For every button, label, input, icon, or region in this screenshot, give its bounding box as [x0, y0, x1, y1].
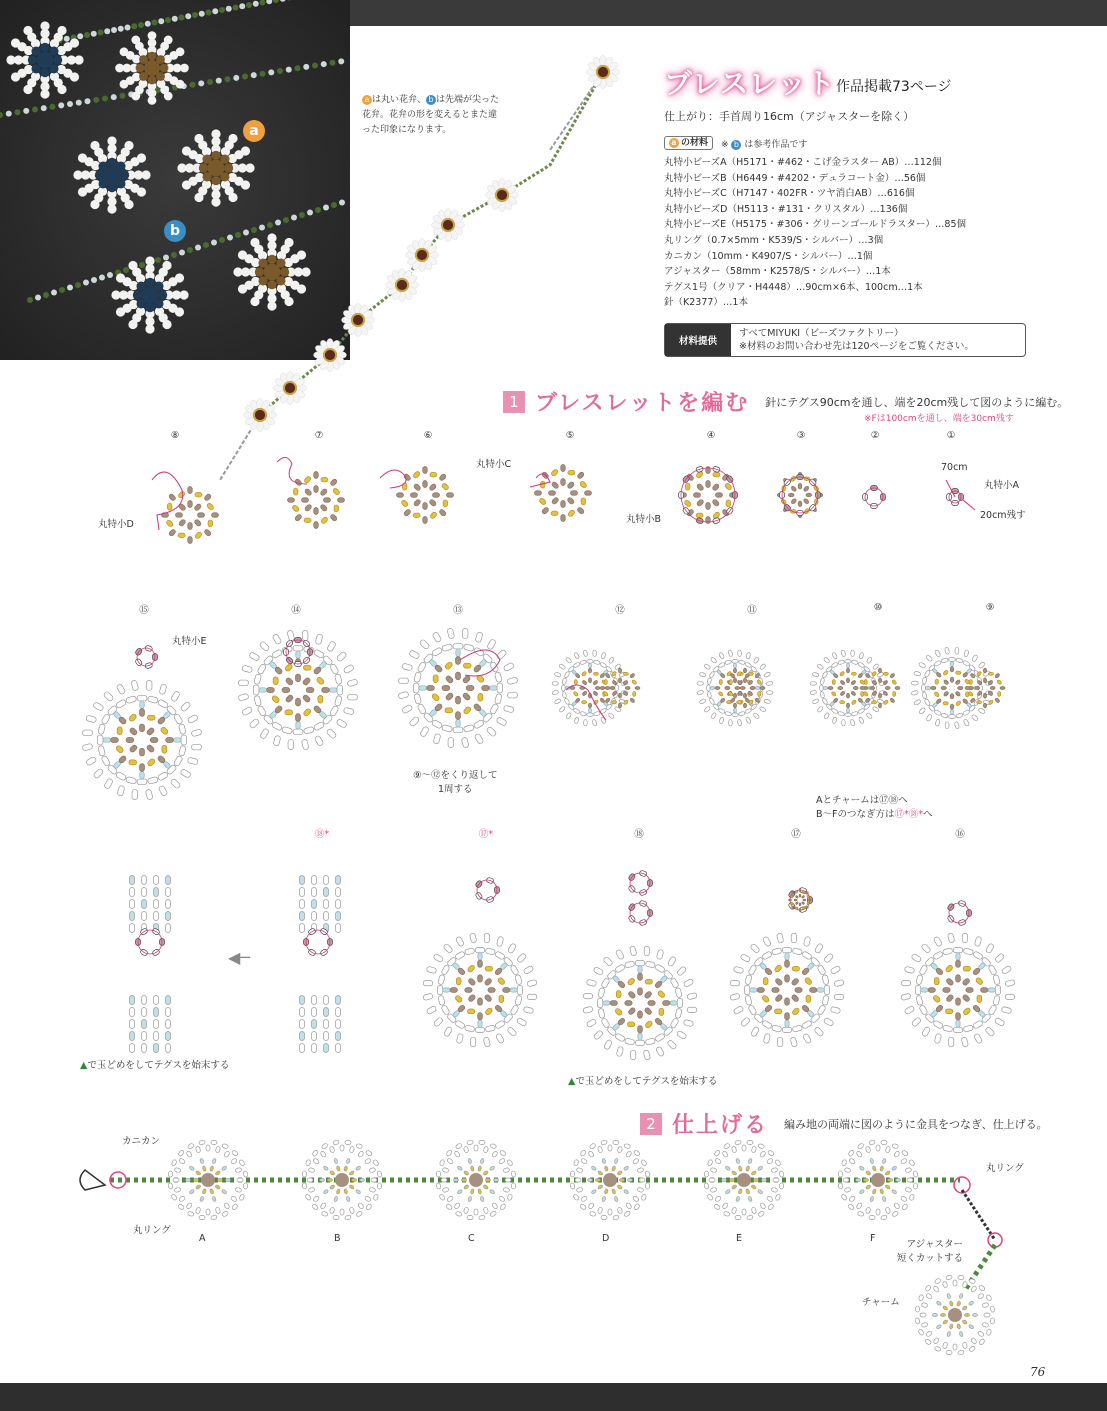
bead-ring — [238, 630, 358, 750]
bead-core — [111, 709, 174, 772]
page-subtitle: 作品掲載73ページ — [836, 79, 952, 95]
step-number: ② — [870, 430, 880, 441]
bead-loop — [135, 645, 158, 669]
triangle-icon: ▲ — [80, 1060, 88, 1071]
circle-a-icon: a — [669, 138, 679, 148]
section2-number: 2 — [640, 1113, 662, 1135]
bead-ring — [423, 933, 538, 1048]
step-number: ⑦ — [314, 430, 324, 441]
materials-note: ※ b は参考作品です — [721, 139, 808, 150]
step-number: ⑱ — [634, 829, 644, 840]
provider-text: すべてMIYUKI（ビーズファクトリー） ※材料のお問い合わせ先は120ページをご覧ください。 — [739, 328, 974, 352]
label-adjuster: アジャスター 短くカットする — [896, 1239, 963, 1264]
step-number: ⑭ — [291, 605, 301, 616]
label-bead-d: 丸特小D — [98, 519, 134, 530]
step-number: ⑤ — [565, 430, 575, 441]
clasp-icon — [80, 1170, 105, 1190]
strip-segment — [130, 996, 171, 1053]
bead-core — [450, 960, 510, 1020]
flower-label: B — [334, 1233, 341, 1244]
label-tamadome-left: ▲で玉どめをしてテグスを始末する — [80, 1060, 230, 1071]
bead-loop — [947, 900, 972, 926]
step-number: ① — [946, 430, 956, 441]
section1-note: ※Fは100cmを通し、端を30cm残す — [864, 414, 1014, 424]
step-number: ⑩ — [873, 602, 883, 613]
flower-label: E — [736, 1233, 743, 1244]
step-number: ⑥ — [423, 430, 433, 441]
flower-label: C — [468, 1233, 475, 1244]
thread-path — [277, 457, 307, 484]
section1-number: 1 — [503, 391, 525, 413]
circle-a-icon: a — [362, 95, 372, 105]
material-item: テグス1号（クリア・H4448）…90cm×6本、100cm…1本 — [664, 281, 923, 293]
circle-b-icon: b — [731, 140, 741, 150]
bead-core — [427, 657, 490, 720]
badge-a: a — [243, 120, 265, 142]
bead-core — [288, 472, 345, 529]
strip-segment — [130, 876, 171, 933]
bead-loop — [628, 900, 653, 926]
badge-b: b — [164, 220, 186, 242]
finished-flower — [168, 1140, 249, 1221]
material-item: 針（K2377）…1本 — [664, 297, 748, 309]
bead-ring — [583, 946, 698, 1061]
strip-segment — [300, 996, 341, 1053]
step-number: ⑮ — [139, 605, 149, 616]
section2-heading — [640, 1108, 1048, 1139]
flower-label: D — [602, 1233, 610, 1244]
bead-core — [397, 467, 454, 524]
bead-core — [928, 960, 988, 1020]
bead-ring — [82, 680, 202, 800]
section2-desc: 編み地の両端に図のように金具をつなぎ、仕上げる。 — [784, 1117, 1048, 1131]
material-item: 丸特小ビーズC（H7147・402FR・ツヤ消白AB）…616個 — [664, 188, 915, 200]
bead-core — [757, 960, 817, 1020]
circle-b-icon: b — [426, 95, 436, 105]
bead-core — [267, 659, 330, 722]
label-charm-note: Aとチャームは⑰⑱へ B～Fのつなぎ方は⑰*⑱*へ — [816, 795, 933, 820]
label-70cm: 70cm — [941, 462, 968, 473]
bottom-bar — [0, 1383, 1107, 1411]
material-item: カニカン（10mm・K4907/S・シルバー）…1個 — [664, 250, 873, 262]
bead-loop — [863, 486, 886, 509]
step-number: ⑯ — [955, 829, 965, 840]
finish-size: 仕上がり：手首周り16cm（アジャスターを除く） — [664, 110, 915, 123]
material-item: 丸リング（0.7×5mm・K539/S・シルバー）…3個 — [664, 234, 884, 246]
bead-core — [535, 465, 592, 522]
section1-title: ブレスレットを編む — [535, 391, 750, 416]
step-number: ④ — [706, 430, 716, 441]
material-item: 丸特小ビーズA（H5171・#462・こげ金ラスター AB）…112個 — [664, 157, 942, 168]
finished-flower — [704, 1140, 785, 1221]
step-number: ⑫ — [615, 605, 625, 616]
section2-title: 仕上げる — [672, 1113, 769, 1138]
bead-ring — [730, 933, 845, 1048]
bead-ring — [552, 650, 628, 726]
material-item: 丸特小ビーズB（H6449・#4202・デュラコート金）…56個 — [664, 172, 926, 184]
step-number: ⑰ — [791, 829, 801, 840]
flower-label: F — [870, 1233, 876, 1244]
label-charm: チャーム — [862, 1297, 900, 1308]
triangle-icon: ▲ — [568, 1076, 576, 1087]
step-number: ⑰* — [478, 829, 494, 840]
label-repeat: ⑨～⑫をくり返して 1周する — [413, 770, 498, 795]
step-number: ⑪ — [747, 605, 757, 616]
label-tamadome-right: ▲で玉どめをしてテグスを始末する — [568, 1076, 718, 1087]
step-number: ⑨ — [985, 602, 995, 613]
step-number: ③ — [796, 430, 806, 441]
label-bead-e: 丸特小E — [172, 636, 207, 647]
bead-ring — [911, 647, 993, 729]
arrow-left-icon: ◀─ — [228, 948, 250, 967]
bead-loop — [475, 877, 500, 903]
step-number: ⑱* — [314, 829, 330, 840]
materials-label: a の材料 — [664, 136, 713, 150]
finished-flower — [915, 1275, 996, 1356]
label-leave-20cm: 20cm残す — [980, 510, 1026, 521]
bead-loop — [628, 870, 653, 896]
bead-loop — [780, 475, 821, 516]
bead-core — [610, 973, 670, 1033]
bead-loop — [136, 928, 165, 957]
bead-core — [162, 487, 219, 544]
bead-loop — [679, 466, 738, 524]
page-number: 76 — [1030, 1365, 1046, 1379]
strip-segment — [300, 876, 341, 933]
label-bead-b: 丸特小B — [626, 514, 662, 525]
section1-desc: 針にテグス90cmを通し、端を20cm残して図のように編む。 — [765, 395, 1069, 409]
label-ring-right: 丸リング — [986, 1163, 1024, 1174]
bead-ring — [398, 628, 518, 748]
thread-path — [380, 470, 406, 488]
label-bead-c: 丸特小C — [476, 459, 512, 470]
material-item: アジャスター（58mm・K2578/S・シルバー）…1本 — [664, 266, 891, 278]
photo-caption: a は丸い花弁、 b は先端が尖った 花弁。花弁の形を変えるとまた違 った印象になります。 — [362, 95, 500, 135]
flower-label: A — [199, 1233, 206, 1244]
page-title: ブレスレット — [664, 67, 836, 100]
provider-label: 材料提供 — [665, 324, 731, 356]
bead-core — [680, 467, 737, 524]
material-item: 丸特小ビーズE（H5175・#306・グリーンゴールドラスター）…85個 — [664, 219, 966, 231]
bead-ring — [901, 933, 1016, 1048]
label-ring-left: 丸リング — [133, 1225, 171, 1236]
step-number: ⑧ — [170, 430, 180, 441]
material-item: 丸特小ビーズD（H5113・#131・クリスタル）…136個 — [664, 203, 908, 215]
step-number: ⑬ — [453, 605, 463, 616]
label-kanikan: カニカン — [122, 1136, 161, 1147]
label-bead-a: 丸特小A — [984, 480, 1019, 491]
